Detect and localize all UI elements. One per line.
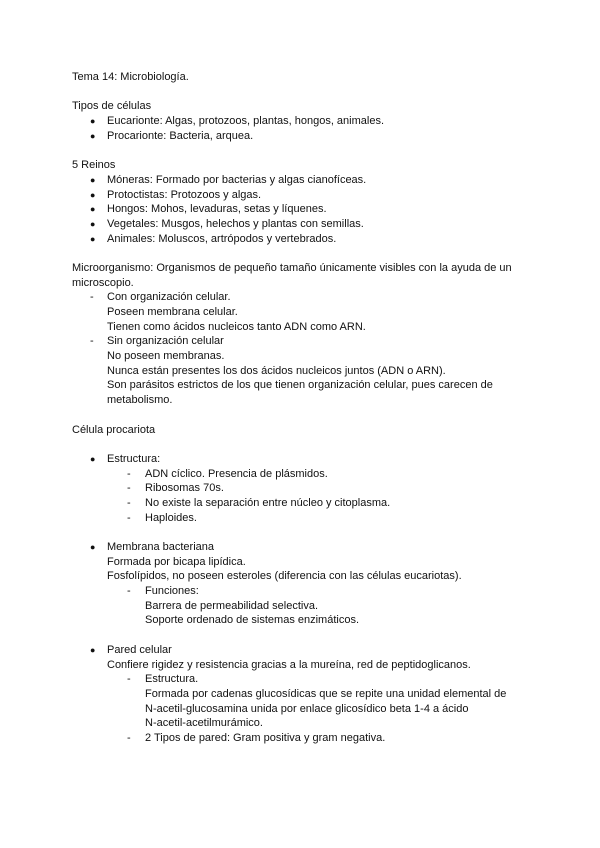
line-text: 2 Tipos de pared: Gram positiva y gram negativa. (145, 731, 386, 744)
blank-line (0, 628, 600, 643)
line-text: Membrana bacteriana (107, 541, 215, 553)
list-item (0, 202, 600, 217)
line-text: Protoctistas: Protozoos y algas. (107, 188, 262, 201)
line-text: metabolismo. (107, 394, 173, 407)
document-title (0, 70, 600, 85)
blank-line (0, 437, 600, 452)
bullet-icon: ● (90, 116, 96, 127)
list-item (0, 672, 600, 687)
text-line (0, 320, 600, 335)
line-text: N-acetil-acetilmurámico. (145, 717, 263, 730)
blank-line (0, 525, 600, 540)
text-line (0, 378, 600, 393)
line-text: Son parásitos estrictos de los que tienen organización celular, pues carecen de (107, 379, 493, 392)
list-item (0, 496, 600, 511)
dash-icon: - (90, 335, 94, 348)
blank-line (0, 246, 600, 261)
line-text: Haploides. (145, 511, 197, 524)
line-text: microscopio. (72, 276, 134, 289)
line-text: Vegetales: Musgos, helechos y plantas con semillas. (107, 217, 364, 230)
line-text: Formada por bicapa lipídica. (107, 555, 246, 568)
text-line (0, 687, 600, 702)
text-line (0, 393, 600, 408)
line-text: Estructura: (107, 452, 161, 465)
text-line (0, 261, 600, 276)
bullet-icon: ● (90, 233, 96, 244)
dash-icon: - (127, 673, 131, 686)
line-text: Hongos: Mohos, levaduras, setas y líquenes. (107, 203, 327, 216)
dash-icon: - (127, 467, 131, 480)
list-item (0, 467, 600, 482)
bullet-icon: ● (90, 218, 96, 229)
line-text: Funciones: (145, 585, 199, 598)
dash-icon: - (127, 496, 131, 509)
line-text: Tipos de células (72, 100, 152, 113)
bullet-icon: ● (90, 204, 96, 215)
line-text: Ribosomas 70s. (145, 482, 224, 495)
list-item (0, 232, 600, 247)
list-item (0, 731, 600, 746)
list-item (0, 173, 600, 188)
line-text: Animales: Moluscos, artrópodos y vertebrados. (107, 232, 337, 245)
list-item (0, 643, 600, 658)
line-text: N-acetil-glucosamina unida por enlace glicosídico beta 1-4 a ácido (145, 702, 469, 715)
list-item (0, 290, 600, 305)
line-text: Eucarionte: Algas, protozoos, plantas, hongos, animales. (107, 115, 385, 128)
dash-icon: - (127, 731, 131, 744)
text-line (0, 613, 600, 628)
section-heading (0, 99, 600, 114)
list-item (0, 188, 600, 203)
bullet-icon: ● (90, 453, 96, 464)
line-text: Nunca están presentes los dos ácidos nucleicos juntos (ADN o ARN). (107, 364, 446, 377)
list-item (0, 452, 600, 467)
text-line (0, 555, 600, 570)
text-line (0, 702, 600, 717)
line-text: No poseen membranas. (107, 350, 225, 363)
line-text: Formada por cadenas glucosídicas que se repite una unidad elemental de (145, 687, 507, 700)
list-item (0, 334, 600, 349)
document-page (0, 70, 600, 746)
line-text: Confiere rigidez y resistencia gracias a la mureína, red de peptidoglicanos. (107, 658, 471, 671)
text-line (0, 569, 600, 584)
line-text: Soporte ordenado de sistemas enzimáticos. (145, 614, 360, 627)
line-text: Tema 14: Microbiología. (72, 71, 189, 83)
line-text: Microorganismo: Organismos de pequeño tamaño únicamente visibles con la ayuda de un (72, 261, 512, 274)
line-text: Pared celular (107, 643, 172, 656)
bullet-icon: ● (90, 542, 96, 552)
line-text: Móneras: Formado por bacterias y algas cianofíceas. (107, 173, 367, 186)
line-text: Sin organización celular (107, 335, 224, 348)
line-text: Tienen como ácidos nucleicos tanto ADN como ARN. (107, 320, 366, 333)
bullet-icon: ● (90, 174, 96, 185)
text-line (0, 276, 600, 291)
line-text: No existe la separación entre núcleo y citoplasma. (145, 496, 391, 509)
blank-line (0, 408, 600, 423)
text-line (0, 349, 600, 364)
line-text: Célula procariota (72, 423, 156, 436)
list-item (0, 129, 600, 144)
dash-icon: - (90, 291, 94, 304)
list-item (0, 540, 600, 555)
dash-icon: - (127, 482, 131, 495)
line-text: Estructura. (145, 673, 199, 686)
text-line (0, 716, 600, 731)
line-text: Con organización celular. (107, 291, 231, 304)
bullet-icon: ● (90, 130, 96, 141)
line-text: Poseen membrana celular. (107, 306, 238, 318)
text-line (0, 305, 600, 320)
blank-line (0, 85, 600, 100)
blank-line (0, 143, 600, 158)
text-line (0, 364, 600, 379)
line-text: ADN cíclico. Presencia de plásmidos. (145, 467, 328, 480)
section-heading (0, 423, 600, 438)
bullet-icon: ● (90, 644, 96, 655)
section-heading (0, 158, 600, 173)
text-line (0, 658, 600, 673)
list-item (0, 481, 600, 496)
line-text: Fosfolípidos, no poseen esteroles (diferencia con las células eucariotas). (107, 570, 462, 583)
dash-icon: - (127, 511, 131, 524)
line-text: Procarionte: Bacteria, arquea. (107, 129, 254, 142)
list-item (0, 584, 600, 599)
line-text: 5 Reinos (72, 159, 116, 172)
bullet-icon: ● (90, 189, 96, 200)
list-item (0, 217, 600, 232)
dash-icon: - (127, 585, 131, 598)
list-item (0, 511, 600, 526)
line-text: Barrera de permeabilidad selectiva. (145, 599, 319, 612)
text-line (0, 599, 600, 614)
list-item (0, 114, 600, 129)
